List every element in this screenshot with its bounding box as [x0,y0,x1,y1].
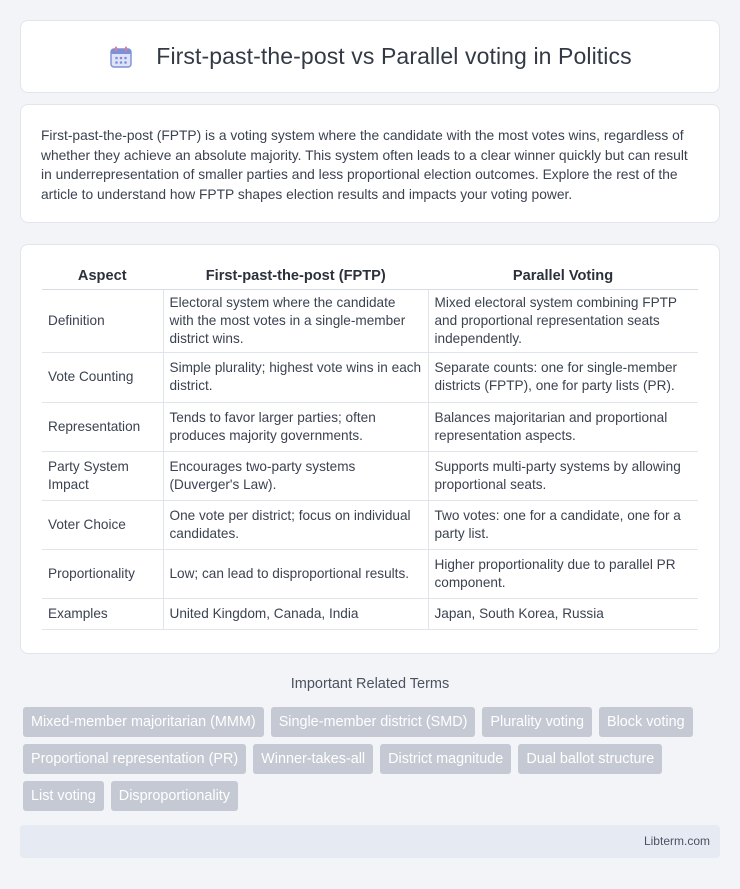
related-term-tag[interactable]: List voting [23,781,104,811]
table-cell-fptp: Simple plurality; highest vote wins in each district. [163,352,428,402]
table-row [42,549,698,598]
related-term-tag[interactable]: District magnitude [380,744,511,774]
table-row [42,598,698,629]
table-cell-parallel: Japan, South Korea, Russia [428,598,698,629]
intro-text: First-past-the-post (FPTP) is a voting system where the candidate with the most votes wins, regardless of whether they achieve an absolute majority. This system often leads to a clear winner quickly but can result in underrepresentation of smaller parties and less proportional election outcomes. Explore the rest of the article to understand how FPTP shapes election results and impacts your voting power. [41,128,688,202]
calendar-icon [108,44,134,70]
table-cell-parallel: Balances majoritarian and proportional representation aspects. [428,402,698,451]
related-terms-list [23,707,713,811]
table-row [42,289,698,352]
related-term-tag[interactable]: Proportional representation (PR) [23,744,246,774]
footer-site-link[interactable]: Libterm.com [643,834,710,848]
table-row [42,500,698,549]
table-cell-parallel: Higher proportionality due to parallel PR component. [428,549,698,598]
related-term-tag[interactable]: Plurality voting [482,707,592,737]
related-terms-title: Important Related Terms [290,676,450,692]
table-cell-aspect: Proportionality [42,549,163,598]
related-term-tag[interactable]: Mixed-member majoritarian (MMM) [23,707,264,737]
table-cell-fptp: Low; can lead to disproportional results. [163,549,428,598]
table-cell-aspect: Voter Choice [42,500,163,549]
related-term-tag[interactable]: Dual ballot structure [518,744,662,774]
page-title: First-past-the-post vs Parallel voting in Politics [156,43,632,69]
table-cell-fptp: Tends to favor larger parties; often produces majority governments. [163,402,428,451]
header-card [20,20,720,93]
table-row [42,352,698,402]
header-parallel: Parallel Voting [428,267,698,289]
table-cell-aspect: Vote Counting [42,352,163,402]
header-fptp: First-past-the-post (FPTP) [163,267,428,289]
table-cell-parallel: Separate counts: one for single-member districts (FPTP), one for party lists (PR). [428,352,698,402]
related-term-tag[interactable]: Disproportionality [111,781,238,811]
table-cell-fptp: Encourages two-party systems (Duverger's Law). [163,451,428,500]
related-term-tag[interactable]: Block voting [599,707,693,737]
table-cell-parallel: Supports multi-party systems by allowing proportional seats. [428,451,698,500]
comparison-table [42,267,698,630]
comparison-table-card [20,244,720,654]
table-cell-fptp: One vote per district; focus on individual candidates. [163,500,428,549]
table-header-row [42,267,698,289]
header-aspect: Aspect [42,267,163,289]
table-cell-aspect: Examples [42,598,163,629]
intro-card [20,104,720,223]
table-cell-aspect: Party System Impact [42,451,163,500]
related-term-tag[interactable]: Winner-takes-all [253,744,373,774]
table-cell-fptp: Electoral system where the candidate with the most votes in a single-member district wins. [163,289,428,352]
table-cell-fptp: United Kingdom, Canada, India [163,598,428,629]
table-row [42,451,698,500]
table-cell-aspect: Definition [42,289,163,352]
table-cell-aspect: Representation [42,402,163,451]
related-term-tag[interactable]: Single-member district (SMD) [271,707,476,737]
footer [20,825,720,858]
table-cell-parallel: Mixed electoral system combining FPTP and proportional representation seats independently. [428,289,698,352]
table-cell-parallel: Two votes: one for a candidate, one for a party list. [428,500,698,549]
table-row [42,402,698,451]
